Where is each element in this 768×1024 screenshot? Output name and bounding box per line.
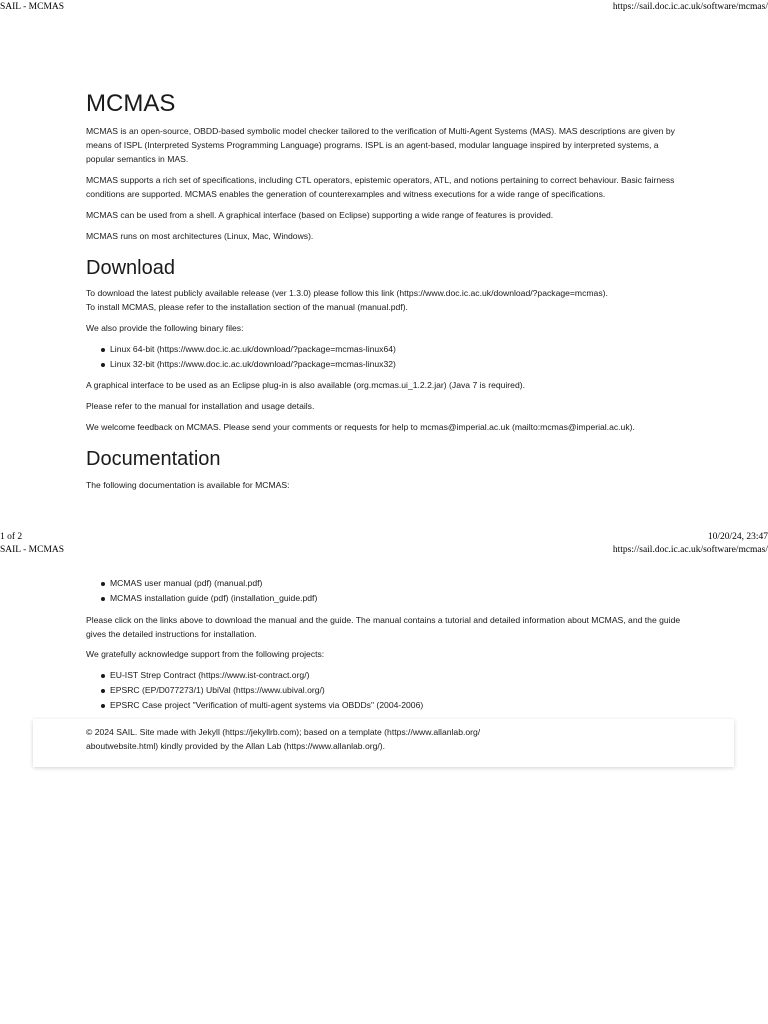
feedback-text[interactable]: We welcome feedback on MCMAS. Please send your comments or requests for help to mcmas@imperial.ac.uk (mailto:mcmas@imperial.ac.uk). [86,422,635,432]
footer-line[interactable]: © 2024 SAIL. Site made with Jekyll (https://jekyllrb.com); based on a template (https://www.allanlab.org/ [86,727,481,737]
intro-paragraph: MCMAS is an open-source, OBDD-based symbolic model checker tailored to the verification of Multi-Agent Systems (MAS). MAS descriptions are given by means of ISPL (Interpreted Systems Programming Language) programs. ISPL is an agent-based, modular language inspired by interpreted systems, a popular semantics in MAS. [86,126,675,164]
print-header-title: SAIL - MCMAS [0,2,65,12]
print-header [0,1,768,13]
page-title: MCMAS [86,90,176,117]
print-footer [0,531,768,543]
documentation-heading: Documentation [86,448,221,470]
documentation-note: Please click on the links above to download the manual and the guide. The manual contains a tutorial and detailed information about MCMAS, and the guide gives the detailed instructions for installation. [86,615,681,639]
print-timestamp: 10/20/24, 23:47 [707,532,768,542]
binaries-intro: We also provide the following binary files: [86,323,244,333]
install-manual-text[interactable]: To install MCMAS, please refer to the installation section of the manual (manual.pdf). [86,302,408,312]
list-item-linux64[interactable]: Linux 64-bit (https://www.doc.ic.ac.uk/download/?package=mcmas-linux64) [86,342,396,357]
print-header [0,544,768,556]
print-header-title: SAIL - MCMAS [0,545,65,555]
list-item-project[interactable]: EPSRC (EP/D077273/1) UbiVal (https://www.ubival.org/) [86,683,423,698]
eclipse-plugin-text[interactable]: A graphical interface to be used as an Eclipse plug-in is also available (org.mcmas.ui_1.2.2.jar) (Java 7 is required). [86,380,525,390]
footer-line[interactable]: aboutwebsite.html) kindly provided by the Allan Lab (https://www.allanlab.org/). [86,741,386,751]
download-heading: Download [86,257,175,279]
list-item-install-guide[interactable]: MCMAS installation guide (pdf) (installation_guide.pdf) [86,591,317,606]
intro-paragraph: MCMAS runs on most architectures (Linux, Mac, Windows). [86,231,314,241]
refer-manual-text: Please refer to the manual for installation and usage details. [86,401,315,411]
page-number: 1 of 2 [0,532,23,542]
list-item-manual[interactable]: MCMAS user manual (pdf) (manual.pdf) [86,576,317,591]
documentation-list [86,576,317,606]
print-header-url: https://sail.doc.ic.ac.uk/software/mcmas/ [612,2,768,12]
binaries-list [86,342,396,372]
site-footer [33,719,734,767]
print-header-url: https://sail.doc.ic.ac.uk/software/mcmas/ [612,545,768,555]
documentation-intro: The following documentation is available for MCMAS: [86,480,290,490]
list-item-project: EPSRC Case project "Verification of multi-agent systems via OBDDs" (2004-2006) [86,698,423,713]
footer-text [86,725,526,753]
acknowledgement-intro: We gratefully acknowledge support from the following projects: [86,649,325,659]
intro-paragraph: MCMAS can be used from a shell. A graphical interface (based on Eclipse) supporting a wide range of features is provided. [86,210,554,220]
intro-paragraph: MCMAS supports a rich set of specifications, including CTL operators, epistemic operators, ATL, and notions pertaining to correct behaviour. Basic fairness conditions are supported. MCMAS enables the generation of counterexamples and witness executions for a wide range of specifications. [86,175,675,199]
list-item-linux32[interactable]: Linux 32-bit (https://www.doc.ic.ac.uk/download/?package=mcmas-linux32) [86,357,396,372]
download-link-text[interactable]: To download the latest publicly available release (ver 1.3.0) please follow this link (https://www.doc.ic.ac.uk/download/?package=mcmas). [86,288,608,298]
projects-list [86,668,423,713]
list-item-project[interactable]: EU-IST Strep Contract (https://www.ist-contract.org/) [86,668,423,683]
